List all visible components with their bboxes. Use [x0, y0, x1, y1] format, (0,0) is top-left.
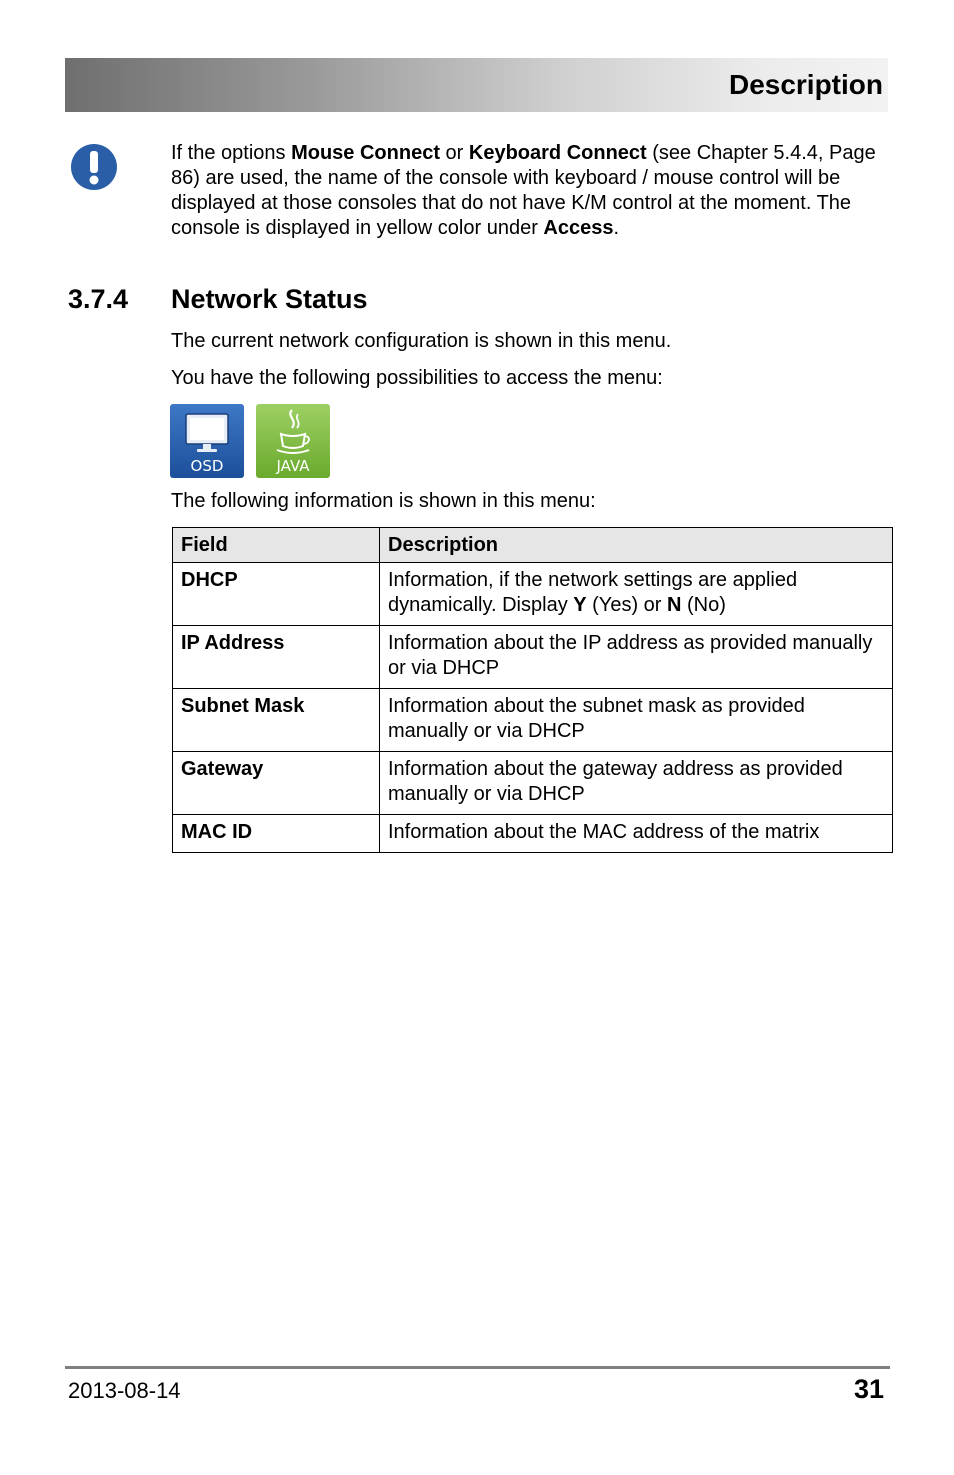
row-field: MAC ID	[173, 815, 380, 853]
monitor-icon	[170, 404, 244, 460]
footer-date: 2013-08-14	[68, 1378, 181, 1403]
exclamation-icon	[70, 143, 118, 191]
table-intro-text: The following information is shown in this menu:	[171, 490, 596, 512]
page-number: 31	[853, 1374, 884, 1404]
table-row	[173, 815, 893, 853]
row-description: Information about the gateway address as provided manually or via DHCP	[380, 752, 893, 815]
footer-divider	[65, 1366, 890, 1369]
row-description: Information about the MAC address of the matrix	[380, 815, 893, 853]
column-header-field: Field	[173, 528, 380, 563]
java-access-icon	[256, 404, 330, 478]
section-number: 3.7.4	[68, 284, 129, 314]
java-cup-icon	[256, 404, 330, 460]
table-header-row	[173, 528, 893, 563]
osd-access-icon	[170, 404, 244, 478]
table-row	[173, 689, 893, 752]
access-intro-text: You have the following possibilities to access the menu:	[171, 367, 663, 389]
row-field: Subnet Mask	[173, 689, 380, 752]
header-bar	[65, 58, 888, 112]
intro-text: The current network configuration is shown in this menu.	[171, 330, 672, 352]
row-description: Information about the IP address as provided manually or via DHCP	[380, 626, 893, 689]
network-status-table	[172, 527, 893, 853]
osd-label: OSD	[190, 457, 224, 475]
java-label: JAVA	[276, 457, 310, 475]
table-row	[173, 563, 893, 626]
table-row	[173, 752, 893, 815]
header-title: Description	[728, 69, 883, 100]
table-row	[173, 626, 893, 689]
row-field: Gateway	[173, 752, 380, 815]
row-description: Information, if the network settings are applied dynamically. Display Y (Yes) or N (No)	[380, 563, 893, 626]
section-title: Network Status	[171, 284, 368, 314]
row-field: IP Address	[173, 626, 380, 689]
row-description: Information about the subnet mask as provided manually or via DHCP	[380, 689, 893, 752]
note-text: If the options Mouse Connect or Keyboard Connect (see Chapter 5.4.4, Page 86) are used, the name of the console with keyboard / mouse control will be displayed at those consoles that do not have K/M control at the moment. The console is displayed in yellow color under Access.	[171, 142, 876, 239]
row-field: DHCP	[173, 563, 380, 626]
column-header-description: Description	[380, 528, 893, 563]
